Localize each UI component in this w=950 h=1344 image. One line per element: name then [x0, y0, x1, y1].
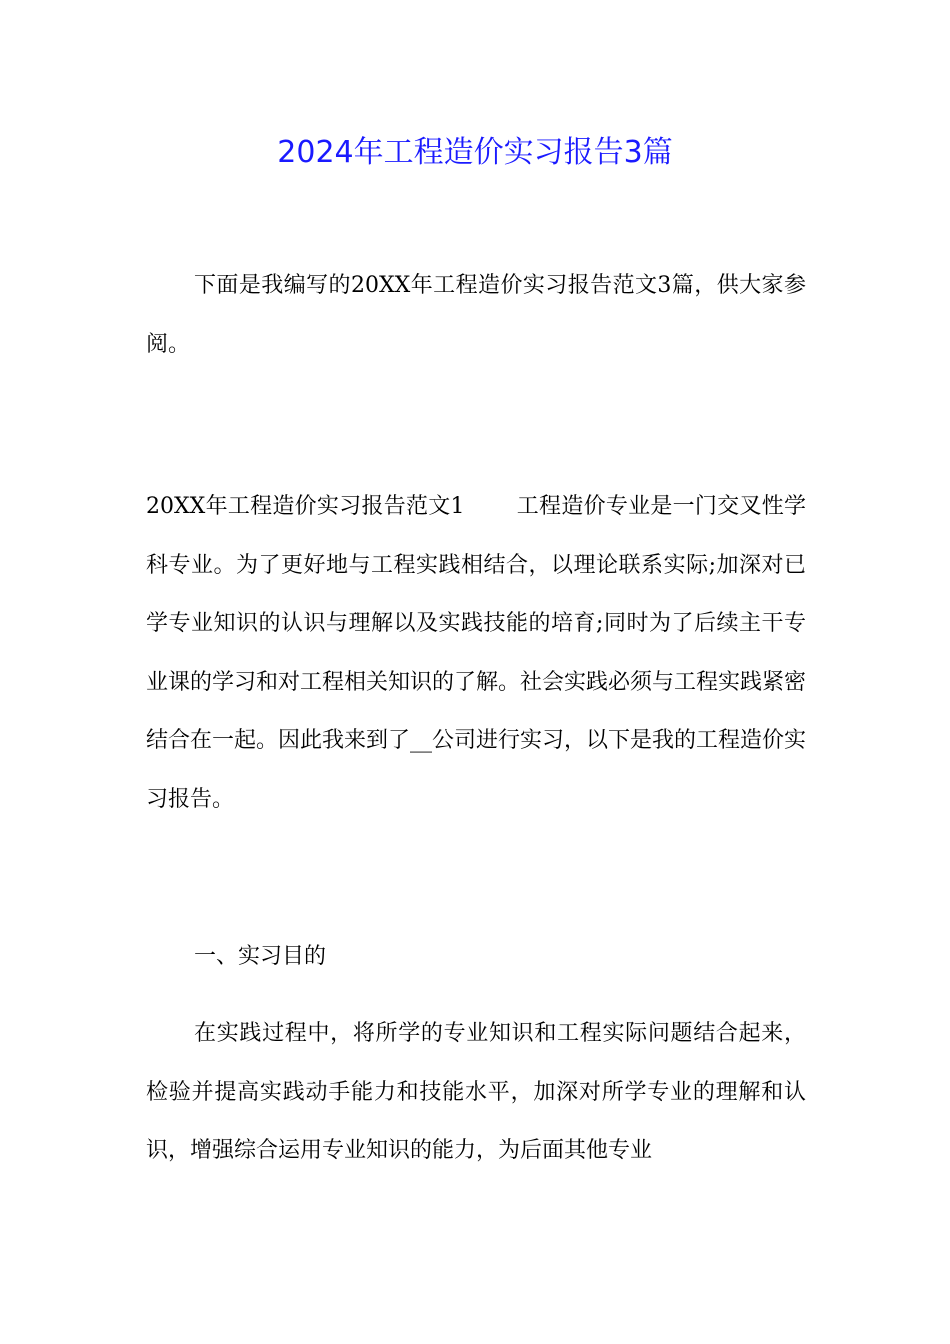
section1-text: 工程造价专业是一门交叉性学科专业。为了更好地与工程实践相结合，以理论联系实际;加深对已学专业知识的认识与理解以及实践技能的培育;同时为了后续主干专业课的学习和对工程相关知识的了解。社会实践必须与工程实践紧密结合在一起。因此我来到了__公司进行实习，以下是我的工程造价实习报告。: [146, 494, 807, 812]
intro-paragraph: 下面是我编写的20XX年工程造价实习报告范文3篇，供大家参阅。: [146, 273, 806, 357]
purpose-paragraph: 在实践过程中，将所学的专业知识和工程实际问题结合起来，检验并提高实践动手能力和技能水平，加深对所学专业的理解和认识，增强综合运用专业知识的能力，为后面其他专业: [146, 1021, 806, 1163]
section1-label: 20XX年工程造价实习报告范文1: [146, 494, 465, 519]
document-title: 2024年工程造价实习报告3篇: [277, 135, 673, 170]
section-heading: 一、实习目的: [194, 944, 327, 969]
section1-paragraph: [146, 478, 806, 829]
